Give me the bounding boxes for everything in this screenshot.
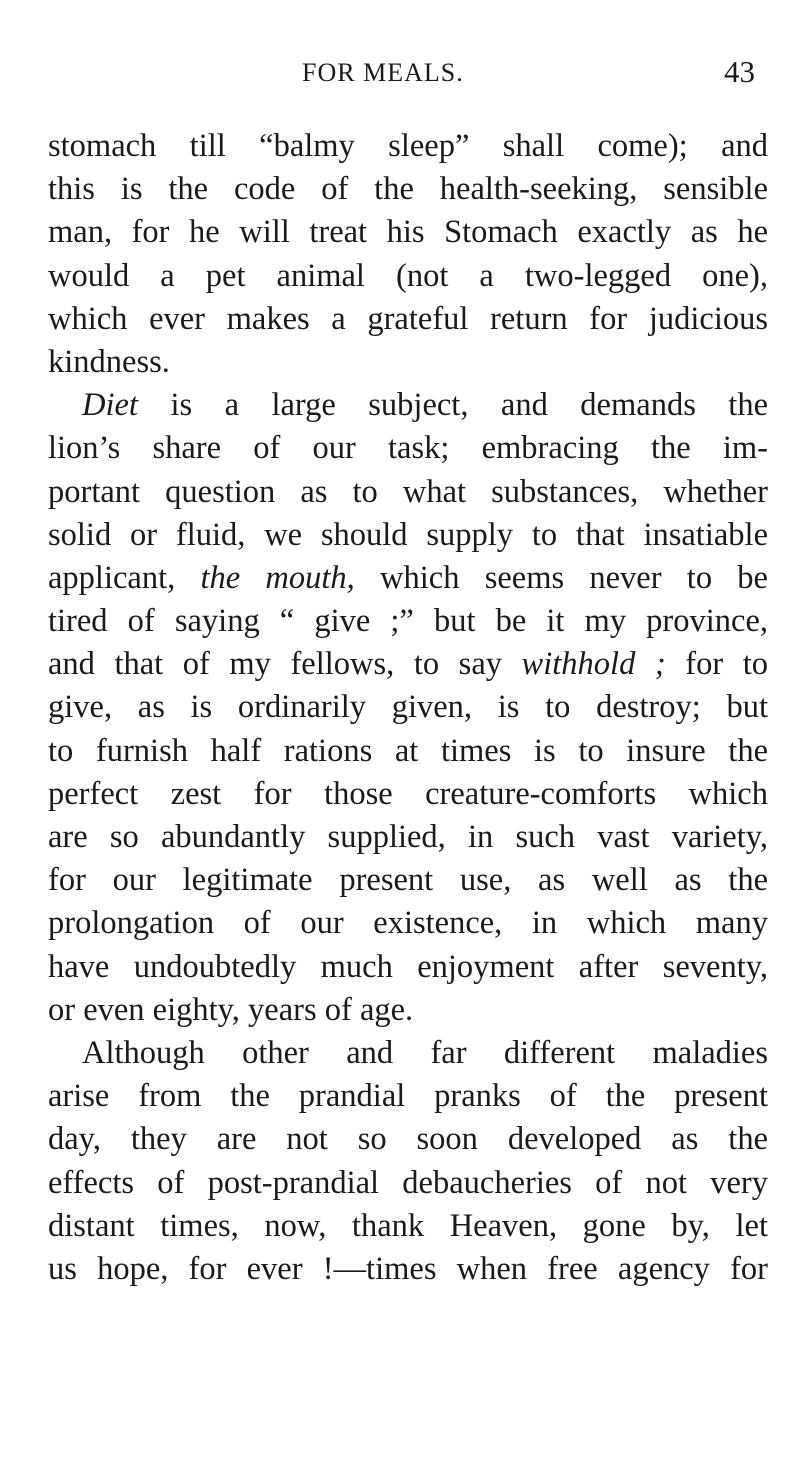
text-line: distant times, now, thank Heaven, gone by, let [48, 1207, 768, 1244]
text-line: for our legitimate present use, as well as the [48, 862, 768, 899]
text-line: this is the code of the health-seeking, sensible [48, 171, 768, 208]
text-line: portant question as to what substances, whether [48, 473, 768, 510]
running-title: FOR MEALS. [302, 58, 464, 87]
text-line: us hope, for ever !—times when free agency for [48, 1250, 768, 1287]
text-line: Although other and far different maladies [82, 1034, 768, 1071]
italic-phrase: the mouth, [200, 559, 355, 596]
text-line: effects of post-prandial debaucheries of not very [48, 1164, 768, 1201]
text-line: day, they are not so soon developed as the [48, 1121, 768, 1158]
running-head [0, 52, 800, 92]
text-line: would a pet animal (not a two-legged one), [48, 257, 768, 294]
text-line: lion’s share of our task; embracing the im- [48, 430, 768, 467]
text-line: or even eighty, years of age. [48, 991, 414, 1028]
text-segment: for to [665, 646, 768, 683]
text-line: to furnish half rations at times is to insure the [48, 732, 768, 769]
text-line: are so abundantly supplied, in such vast variety, [48, 819, 768, 855]
text-line: kindness. [48, 343, 170, 380]
text-line: perfect zest for those creature-comforts which [48, 775, 768, 812]
text-line: arise from the prandial pranks of the present [48, 1078, 768, 1115]
italic-word: Diet [82, 387, 138, 424]
body-text [48, 125, 768, 1291]
text-line [48, 643, 768, 686]
text-line: man, for he will treat his Stomach exactly as he [48, 214, 768, 251]
italic-phrase: withhold ; [521, 646, 666, 683]
text-line [48, 384, 768, 427]
text-line: which ever makes a grateful return for judicious [48, 300, 768, 337]
text-line: solid or fluid, we should supply to that insatiable [48, 516, 768, 553]
text-line: have undoubtedly much enjoyment after seventy, [48, 948, 768, 985]
text-line: tired of saying “ give ;” but be it my province, [48, 603, 768, 640]
text-segment: applicant, [48, 559, 201, 596]
text-line: stomach till “balmy sleep” shall come); and [48, 128, 768, 164]
text-line [48, 557, 768, 600]
text-segment: which seems never to be [354, 559, 768, 596]
page-number: 43 [724, 54, 755, 89]
text-line: prolongation of our existence, in which many [48, 905, 768, 942]
text-line: give, as is ordinarily given, is to destroy; but [48, 689, 768, 726]
text-segment: and that of my fellows, to say [48, 646, 522, 683]
text-segment: is a large subject, and demands the [170, 387, 769, 424]
